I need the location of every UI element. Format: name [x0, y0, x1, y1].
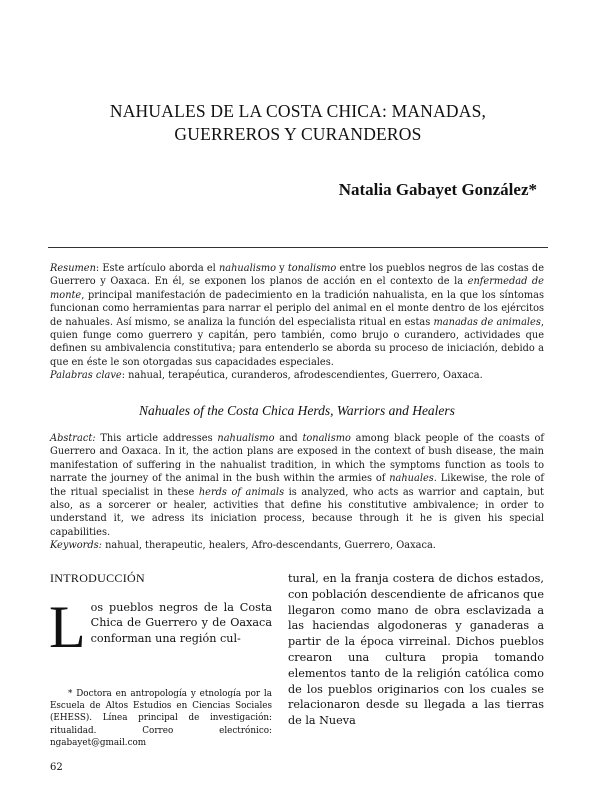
resumen-text: entre los pueblos negros de las costas de Guerrero y Oaxaca. En él, se exponen los planos de acción en el contexto de la — [50, 263, 544, 288]
article-title — [60, 100, 536, 146]
resumen-paragraph — [50, 262, 544, 369]
abstract-label: Abstract: — [50, 433, 96, 444]
resumen-term: tonalismo — [287, 263, 337, 274]
english-title: Nahuales of the Costa Chica Herds, Warriors and Healers — [139, 403, 455, 418]
palabras-clave — [50, 369, 544, 382]
abstract-term: herds of animals — [198, 486, 285, 498]
resumen-text: y — [276, 263, 288, 274]
resumen-term: enfermedad de monte — [50, 276, 544, 301]
abstract-block — [50, 432, 544, 553]
abstract-text: is analyzed, who acts as warrior and captain, but also, as a sorcerer or healer, activities that define his constitutive ambivalence; in order to understand it, we adress its iniciation process, because through it he is given his special capabilities. — [50, 486, 544, 538]
resumen-term: manadas de animales — [433, 316, 541, 328]
divider-rule — [48, 247, 548, 248]
resumen-text: : Este artículo aborda el — [95, 263, 219, 274]
resumen-block — [50, 262, 544, 383]
keywords — [50, 539, 544, 552]
body-left-column — [49, 594, 272, 660]
body-paragraph-continued: tural, en la franja costera de dichos estados, con población descendiente de africanos que llegaron como mano de obra esclavizada a las haciendas algodoneras y ganaderas a partir de la época virreinal. Dichos pueblos crearon una cultura propia tomando elementos tanto de la religión católica como de los pueblos originarios con los cuales se relacionaron desde su llegada a las tierras de la Nueva — [288, 572, 544, 728]
abstract-paragraph — [50, 432, 544, 539]
resumen-label: Resumen — [50, 263, 96, 274]
abstract-text: This article addresses — [95, 433, 218, 444]
abstract-term: tonalismo — [302, 433, 351, 444]
resumen-term: nahualismo — [218, 263, 277, 274]
palabras-clave-text: : nahual, terapéutica, curanderos, afrodescendientes, Guerrero, Oaxaca. — [121, 370, 483, 382]
title-line-2: GUERREROS Y CURANDEROS — [174, 124, 422, 144]
footnote — [50, 688, 272, 749]
title-line-1: NAHUALES DE LA COSTA CHICA: MANADAS, — [109, 101, 487, 121]
abstract-text: and — [274, 433, 303, 444]
abstract-term: nahualismo — [217, 433, 275, 444]
body-paragraph: os pueblos negros de la Costa Chica de Guerrero y de Oaxaca conforman una región cul- — [90, 601, 272, 645]
drop-cap: L — [49, 594, 86, 660]
section-heading: INTRODUCCIÓN — [50, 571, 145, 585]
keywords-text: nahual, therapeutic, healers, Afro-descendants, Guerrero, Oaxaca. — [101, 540, 436, 552]
body-right-column — [288, 571, 544, 729]
resumen-text: , quien funge como guerrero y capitán, pero también, como brujo o curandero, actividades que definen su ambivalencia constitutiva; para entenderlo se aborda su proceso de iniciación, debido a que en éste le son otorgadas sus capacidades especiales. — [50, 316, 545, 368]
keywords-label: Keywords: — [50, 540, 102, 552]
abstract-term: nahuales — [389, 473, 434, 485]
palabras-clave-label: Palabras clave — [50, 370, 122, 382]
author-name: Natalia Gabayet González* — [338, 180, 537, 199]
footnote-text: * Doctora en antropología y etnología por la Escuela de Altos Estudios en Ciencias Sociales (EHESS). Línea principal de investigación: ritualidad. Correo electrónico: ngabayet@gmail.com — [50, 689, 272, 748]
resumen-text: , principal manifestación de padecimiento en la tradición nahualista, en la que los síntomas funcionan como herramientas para narrar el periplo del animal en el monte dentro de los ejércitos de nahuales. Así mismo, se analiza la función del especialista ritual en estas — [50, 289, 544, 328]
page-number: 62 — [50, 762, 63, 773]
abstract-text: among black people of the coasts of Guerrero and Oaxaca. In it, the action plans are exposed in the context of bush disease, the main manifestation of suffering in the nahualist tradition, in which the symptoms function as tools to narrate the journey of the animal in the bush within the armies of — [50, 433, 545, 485]
abstract-text: . Likewise, the role of the ritual specialist in these — [50, 473, 545, 498]
